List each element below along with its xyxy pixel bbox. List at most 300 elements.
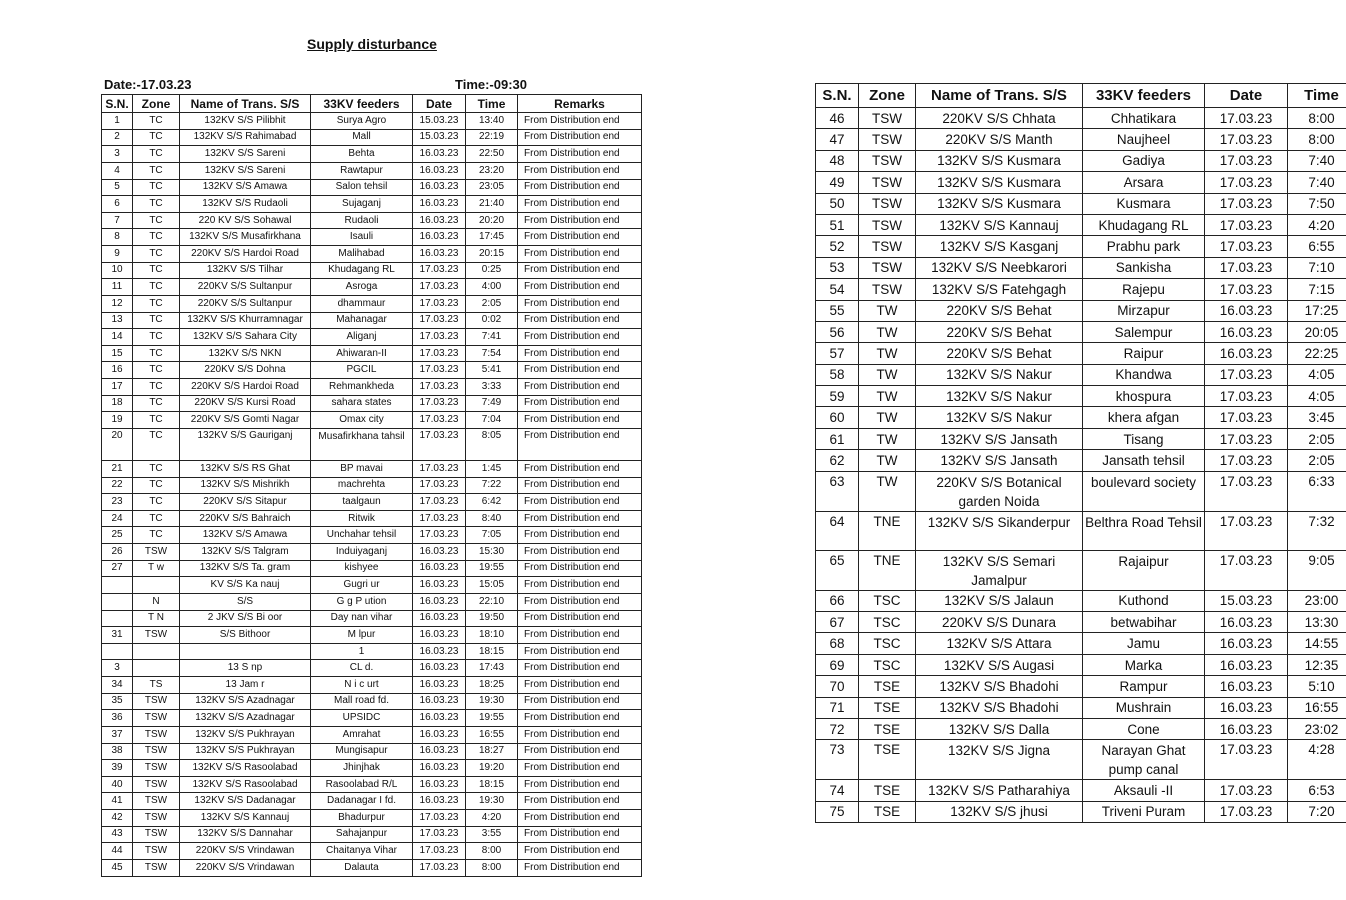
time-cell: 8:00 — [1288, 108, 1346, 129]
sn-cell: 49 — [816, 172, 859, 193]
table-row — [102, 113, 642, 130]
substation-cell: 220KV S/S Gomti Nagar — [180, 412, 311, 429]
substation-cell: 220KV S/S Hardoi Road — [180, 246, 311, 263]
zone-cell: TC — [133, 412, 180, 429]
date-cell: 17.03.23 — [413, 279, 466, 296]
table-row — [102, 345, 642, 362]
substation-cell: 132KV S/S Pilibhit — [180, 113, 311, 130]
date-cell: 17.03.23 — [1205, 471, 1288, 511]
feeder-cell: Salempur — [1083, 321, 1205, 342]
substation-cell: 132KV S/S Sikanderpur — [916, 511, 1083, 550]
zone-cell: TSW — [133, 859, 180, 876]
table-row — [816, 236, 1346, 257]
table-row — [102, 162, 642, 179]
time-cell: 20:05 — [1288, 321, 1346, 342]
remarks-cell: From Distribution end — [518, 279, 642, 296]
date-cell: 16.03.23 — [413, 610, 466, 627]
table-row — [102, 262, 642, 279]
feeder-cell: Malihabad — [311, 246, 413, 263]
substation-cell: 220KV S/S Behat — [916, 300, 1083, 321]
feeder-cell: Rawtapur — [311, 162, 413, 179]
sn-cell: 4 — [102, 162, 133, 179]
zone-cell: TC — [133, 146, 180, 163]
substation-cell: 132KV S/S Khurramnagar — [180, 312, 311, 329]
zone-cell: TSW — [859, 236, 916, 257]
sn-cell: 71 — [816, 697, 859, 718]
sn-cell: 72 — [816, 718, 859, 739]
remarks-cell: From Distribution end — [518, 162, 642, 179]
feeder-cell: UPSIDC — [311, 710, 413, 727]
date-cell: 17.03.23 — [413, 362, 466, 379]
substation-cell: 132KV S/S Jalaun — [916, 590, 1083, 611]
column-header: Name of Trans. S/S — [180, 95, 311, 113]
substation-cell: 132KV S/S Nakur — [916, 386, 1083, 407]
time-cell: 7:10 — [1288, 257, 1346, 278]
sn-cell: 75 — [816, 801, 859, 822]
table-row — [102, 660, 642, 677]
sn-cell: 21 — [102, 460, 133, 477]
sn-cell: 54 — [816, 279, 859, 300]
time-cell: 0:02 — [466, 312, 518, 329]
zone-cell: TC — [133, 312, 180, 329]
feeder-cell: Cone — [1083, 718, 1205, 739]
zone-cell: TC — [133, 329, 180, 346]
date-cell: 15.03.23 — [1205, 590, 1288, 611]
date-cell: 17.03.23 — [1205, 386, 1288, 407]
date-cell: 16.03.23 — [413, 212, 466, 229]
sn-cell: 2 — [102, 129, 133, 146]
sn-cell: 26 — [102, 544, 133, 561]
substation-cell: 132KV S/S Azadnagar — [180, 693, 311, 710]
feeder-cell: machrehta — [311, 477, 413, 494]
date-cell: 16.03.23 — [413, 229, 466, 246]
feeder-cell: Behta — [311, 146, 413, 163]
substation-cell: 132KV S/S Azadnagar — [180, 710, 311, 727]
time-cell: 7:05 — [466, 527, 518, 544]
date-cell: 17.03.23 — [1205, 550, 1288, 590]
feeder-cell: Jhinjhak — [311, 760, 413, 777]
time-cell: 4:00 — [466, 279, 518, 296]
time-cell: 4:05 — [1288, 364, 1346, 385]
feeder-cell: Sankisha — [1083, 257, 1205, 278]
table-header-row — [102, 95, 642, 113]
feeder-cell: Dadanagar I fd. — [311, 793, 413, 810]
zone-cell: TW — [859, 386, 916, 407]
substation-cell: 132KV S/S Rasoolabad — [180, 760, 311, 777]
date-cell: 17.03.23 — [1205, 236, 1288, 257]
sn-cell: 64 — [816, 511, 859, 550]
feeder-cell: Amrahat — [311, 726, 413, 743]
substation-cell: 132KV S/S Semari Jamalpur — [916, 550, 1083, 590]
zone-cell: T w — [133, 560, 180, 577]
sn-cell: 9 — [102, 246, 133, 263]
sn-cell: 43 — [102, 826, 133, 843]
disturbance-table-left — [101, 94, 642, 877]
date-cell: 17.03.23 — [1205, 279, 1288, 300]
table-row — [102, 295, 642, 312]
table-row — [102, 544, 642, 561]
feeder-cell: Khudagang RL — [1083, 214, 1205, 235]
feeder-cell: khera afgan — [1083, 407, 1205, 428]
column-header: S.N. — [102, 95, 133, 113]
table-row — [816, 172, 1346, 193]
table-row — [102, 279, 642, 296]
feeder-cell: Jamu — [1083, 633, 1205, 654]
time-cell: 13:30 — [1288, 612, 1346, 633]
zone-cell: TSC — [859, 590, 916, 611]
sn-cell: 15 — [102, 345, 133, 362]
time-cell: 19:30 — [466, 793, 518, 810]
time-cell: 18:10 — [466, 627, 518, 644]
date-cell: 16.03.23 — [1205, 612, 1288, 633]
time-cell: 13:40 — [466, 113, 518, 130]
time-cell: 19:30 — [466, 693, 518, 710]
substation-cell: 220KV S/S Manth — [916, 129, 1083, 150]
time-cell: 22:19 — [466, 129, 518, 146]
feeder-cell: Gadiya — [1083, 150, 1205, 171]
sn-cell: 38 — [102, 743, 133, 760]
time-cell: 9:05 — [1288, 550, 1346, 590]
zone-cell: TNE — [859, 550, 916, 590]
feeder-cell: BP mavai — [311, 460, 413, 477]
zone-cell: TC — [133, 477, 180, 494]
time-cell: 4:28 — [1288, 740, 1346, 780]
feeder-cell: Rajaipur — [1083, 550, 1205, 590]
zone-cell: TW — [859, 428, 916, 449]
time-cell: 16:55 — [1288, 697, 1346, 718]
time-cell: 5:10 — [1288, 676, 1346, 697]
table-row — [102, 627, 642, 644]
table-row — [102, 329, 642, 346]
table-row — [102, 677, 642, 694]
substation-cell: 2 JKV S/S Bi oor — [180, 610, 311, 627]
sn-cell: 67 — [816, 612, 859, 633]
feeder-cell: Kuthond — [1083, 590, 1205, 611]
table-row — [102, 460, 642, 477]
column-header: Time — [466, 95, 518, 113]
table-row — [102, 312, 642, 329]
zone-cell: TSW — [133, 843, 180, 860]
date-cell: 16.03.23 — [413, 710, 466, 727]
zone-cell — [133, 643, 180, 660]
table-row — [816, 450, 1346, 471]
table-row — [816, 654, 1346, 675]
time-cell: 3:33 — [466, 379, 518, 396]
time-cell: 23:20 — [466, 162, 518, 179]
remarks-cell: From Distribution end — [518, 726, 642, 743]
column-header: Zone — [133, 95, 180, 113]
table-row — [816, 407, 1346, 428]
column-header: Remarks — [518, 95, 642, 113]
sn-cell: 7 — [102, 212, 133, 229]
table-row — [102, 560, 642, 577]
sn-cell: 6 — [102, 196, 133, 213]
substation-cell: 132KV S/S jhusi — [916, 801, 1083, 822]
time-cell: 23:00 — [1288, 590, 1346, 611]
remarks-cell: From Distribution end — [518, 793, 642, 810]
time-cell: 7:40 — [1288, 150, 1346, 171]
zone-cell: TC — [133, 345, 180, 362]
remarks-cell: From Distribution end — [518, 362, 642, 379]
substation-cell — [180, 643, 311, 660]
report-time: Time:-09:30 — [455, 77, 528, 92]
table-row — [102, 510, 642, 527]
date-cell: 17.03.23 — [413, 843, 466, 860]
substation-cell: 132KV S/S Nakur — [916, 364, 1083, 385]
zone-cell: TS — [133, 677, 180, 694]
date-cell: 17.03.23 — [413, 428, 466, 460]
feeder-cell: Mall road fd. — [311, 693, 413, 710]
date-cell: 16.03.23 — [413, 560, 466, 577]
table-row — [102, 843, 642, 860]
substation-cell: 132KV S/S Neebkarori — [916, 257, 1083, 278]
substation-cell: 132KV S/S Kannauj — [180, 810, 311, 827]
sn-cell — [102, 593, 133, 610]
column-header: Time — [1288, 84, 1346, 108]
sn-cell: 31 — [102, 627, 133, 644]
column-header: Date — [1205, 84, 1288, 108]
table-row — [816, 279, 1346, 300]
substation-cell: 132KV S/S Augasi — [916, 654, 1083, 675]
substation-cell: 132KV S/S Nakur — [916, 407, 1083, 428]
substation-cell: 132KV S/S Dannahar — [180, 826, 311, 843]
sn-cell: 70 — [816, 676, 859, 697]
time-cell: 20:20 — [466, 212, 518, 229]
sn-cell: 68 — [816, 633, 859, 654]
remarks-cell: From Distribution end — [518, 179, 642, 196]
feeder-cell: Rasoolabad R/L — [311, 776, 413, 793]
substation-cell: 220KV S/S Kursi Road — [180, 395, 311, 412]
substation-cell: 132KV S/S Pukhrayan — [180, 743, 311, 760]
table-row — [102, 726, 642, 743]
substation-cell: 132KV S/S Gauriganj — [180, 428, 311, 460]
time-cell: 22:10 — [466, 593, 518, 610]
zone-cell: TSW — [859, 193, 916, 214]
feeder-cell: Surya Agro — [311, 113, 413, 130]
substation-cell: 220KV S/S Botanical garden Noida — [916, 471, 1083, 511]
table-row — [102, 494, 642, 511]
substation-cell: 220KV S/S Sitapur — [180, 494, 311, 511]
sn-cell: 16 — [102, 362, 133, 379]
zone-cell: TC — [133, 196, 180, 213]
time-cell: 23:02 — [1288, 718, 1346, 739]
time-cell: 7:40 — [1288, 172, 1346, 193]
feeder-cell: Sujaganj — [311, 196, 413, 213]
document-title: Supply disturbance — [307, 36, 437, 52]
table-row — [102, 146, 642, 163]
feeder-cell: Rajepu — [1083, 279, 1205, 300]
substation-cell: 132KV S/S Jansath — [916, 428, 1083, 449]
date-cell: 17.03.23 — [413, 312, 466, 329]
feeder-cell: N i c urt — [311, 677, 413, 694]
time-cell: 8:00 — [466, 859, 518, 876]
table-row — [816, 428, 1346, 449]
time-cell: 14:55 — [1288, 633, 1346, 654]
sn-cell: 18 — [102, 395, 133, 412]
sn-cell: 3 — [102, 660, 133, 677]
feeder-cell: Kusmara — [1083, 193, 1205, 214]
zone-cell: TC — [133, 113, 180, 130]
sn-cell: 24 — [102, 510, 133, 527]
time-cell: 3:55 — [466, 826, 518, 843]
zone-cell: TC — [133, 212, 180, 229]
sn-cell: 57 — [816, 343, 859, 364]
date-cell: 16.03.23 — [413, 196, 466, 213]
feeder-cell: Chaitanya Vihar — [311, 843, 413, 860]
remarks-cell: From Distribution end — [518, 527, 642, 544]
table-row — [102, 610, 642, 627]
table-row — [816, 386, 1346, 407]
date-cell: 17.03.23 — [1205, 428, 1288, 449]
sn-cell: 74 — [816, 780, 859, 801]
time-cell: 23:05 — [466, 179, 518, 196]
zone-cell: TC — [133, 262, 180, 279]
substation-cell: 132KV S/S Amawa — [180, 179, 311, 196]
feeder-cell: Jansath tehsil — [1083, 450, 1205, 471]
substation-cell: 132KV S/S Ta. gram — [180, 560, 311, 577]
date-cell: 16.03.23 — [413, 726, 466, 743]
column-header: Date — [413, 95, 466, 113]
remarks-cell: From Distribution end — [518, 428, 642, 460]
sn-cell: 40 — [102, 776, 133, 793]
date-cell: 17.03.23 — [1205, 214, 1288, 235]
substation-cell: 132KV S/S Tilhar — [180, 262, 311, 279]
remarks-cell: From Distribution end — [518, 610, 642, 627]
feeder-cell: Asroga — [311, 279, 413, 296]
substation-cell: 132KV S/S Bhadohi — [916, 676, 1083, 697]
remarks-cell: From Distribution end — [518, 810, 642, 827]
remarks-cell: From Distribution end — [518, 312, 642, 329]
feeder-cell: Arsara — [1083, 172, 1205, 193]
feeder-cell: Tisang — [1083, 428, 1205, 449]
substation-cell: 132KV S/S Kannauj — [916, 214, 1083, 235]
sn-cell: 17 — [102, 379, 133, 396]
remarks-cell: From Distribution end — [518, 544, 642, 561]
date-cell: 17.03.23 — [413, 826, 466, 843]
remarks-cell: From Distribution end — [518, 329, 642, 346]
zone-cell: TC — [133, 510, 180, 527]
zone-cell: TC — [133, 229, 180, 246]
sn-cell: 50 — [816, 193, 859, 214]
zone-cell: TSE — [859, 718, 916, 739]
feeder-cell: Rehmankheda — [311, 379, 413, 396]
zone-cell: TSW — [859, 172, 916, 193]
time-cell: 8:00 — [466, 843, 518, 860]
date-cell: 17.03.23 — [413, 859, 466, 876]
date-cell: 16.03.23 — [413, 760, 466, 777]
time-cell: 4:20 — [1288, 214, 1346, 235]
zone-cell: TSW — [859, 108, 916, 129]
substation-cell: 132KV S/S Attara — [916, 633, 1083, 654]
substation-cell: KV S/S Ka nauj — [180, 577, 311, 594]
substation-cell: 220KV S/S Behat — [916, 321, 1083, 342]
feeder-cell: Omax city — [311, 412, 413, 429]
remarks-cell: From Distribution end — [518, 345, 642, 362]
remarks-cell: From Distribution end — [518, 146, 642, 163]
remarks-cell: From Distribution end — [518, 760, 642, 777]
table-row — [816, 471, 1346, 511]
sn-cell: 52 — [816, 236, 859, 257]
feeder-cell: Khudagang RL — [311, 262, 413, 279]
table-row — [102, 196, 642, 213]
date-cell: 17.03.23 — [1205, 129, 1288, 150]
zone-cell: TSC — [859, 633, 916, 654]
zone-cell: TSW — [133, 544, 180, 561]
date-cell: 17.03.23 — [413, 395, 466, 412]
table-row — [102, 643, 642, 660]
zone-cell: TW — [859, 321, 916, 342]
table-row — [102, 129, 642, 146]
substation-cell: 132KV S/S Rudaoli — [180, 196, 311, 213]
sn-cell — [102, 610, 133, 627]
remarks-cell: From Distribution end — [518, 560, 642, 577]
table-row — [102, 412, 642, 429]
table-row — [816, 718, 1346, 739]
feeder-cell: Prabhu park — [1083, 236, 1205, 257]
date-cell: 17.03.23 — [413, 329, 466, 346]
substation-cell: 220KV S/S Vrindawan — [180, 843, 311, 860]
sn-cell: 14 — [102, 329, 133, 346]
substation-cell: 132KV S/S Kusmara — [916, 193, 1083, 214]
date-cell: 16.03.23 — [1205, 633, 1288, 654]
feeder-cell: M lpur — [311, 627, 413, 644]
zone-cell: TSW — [133, 743, 180, 760]
remarks-cell: From Distribution end — [518, 212, 642, 229]
zone-cell: TC — [133, 428, 180, 460]
date-cell: 17.03.23 — [1205, 407, 1288, 428]
feeder-cell: Rudaoli — [311, 212, 413, 229]
date-cell: 16.03.23 — [413, 246, 466, 263]
zone-cell: TC — [133, 129, 180, 146]
time-cell: 1:45 — [466, 460, 518, 477]
zone-cell: TC — [133, 494, 180, 511]
zone-cell: TC — [133, 379, 180, 396]
substation-cell: 220KV S/S Sultanpur — [180, 279, 311, 296]
sn-cell: 55 — [816, 300, 859, 321]
feeder-cell: Narayan Ghat pump canal — [1083, 740, 1205, 780]
zone-cell: TSW — [133, 627, 180, 644]
table-row — [102, 776, 642, 793]
date-cell: 17.03.23 — [413, 295, 466, 312]
disturbance-table-right — [815, 83, 1346, 823]
remarks-cell: From Distribution end — [518, 460, 642, 477]
table-row — [816, 343, 1346, 364]
remarks-cell: From Distribution end — [518, 743, 642, 760]
sn-cell: 48 — [816, 150, 859, 171]
table-header-row — [816, 84, 1346, 108]
date-cell: 16.03.23 — [413, 179, 466, 196]
date-cell: 16.03.23 — [413, 544, 466, 561]
table-row — [102, 793, 642, 810]
sn-cell: 19 — [102, 412, 133, 429]
sn-cell: 37 — [102, 726, 133, 743]
feeder-cell: Gugri ur — [311, 577, 413, 594]
table-row — [102, 246, 642, 263]
remarks-cell: From Distribution end — [518, 776, 642, 793]
feeder-cell: Day nan vihar — [311, 610, 413, 627]
sn-cell: 5 — [102, 179, 133, 196]
feeder-cell: Mungisapur — [311, 743, 413, 760]
zone-cell: TSC — [859, 612, 916, 633]
zone-cell: TW — [859, 450, 916, 471]
date-cell: 17.03.23 — [1205, 150, 1288, 171]
time-cell: 15:30 — [466, 544, 518, 561]
substation-cell: 220 KV S/S Sohawal — [180, 212, 311, 229]
table-row — [102, 743, 642, 760]
zone-cell: TSW — [859, 150, 916, 171]
substation-cell: 13 Jam r — [180, 677, 311, 694]
date-cell: 16.03.23 — [413, 577, 466, 594]
